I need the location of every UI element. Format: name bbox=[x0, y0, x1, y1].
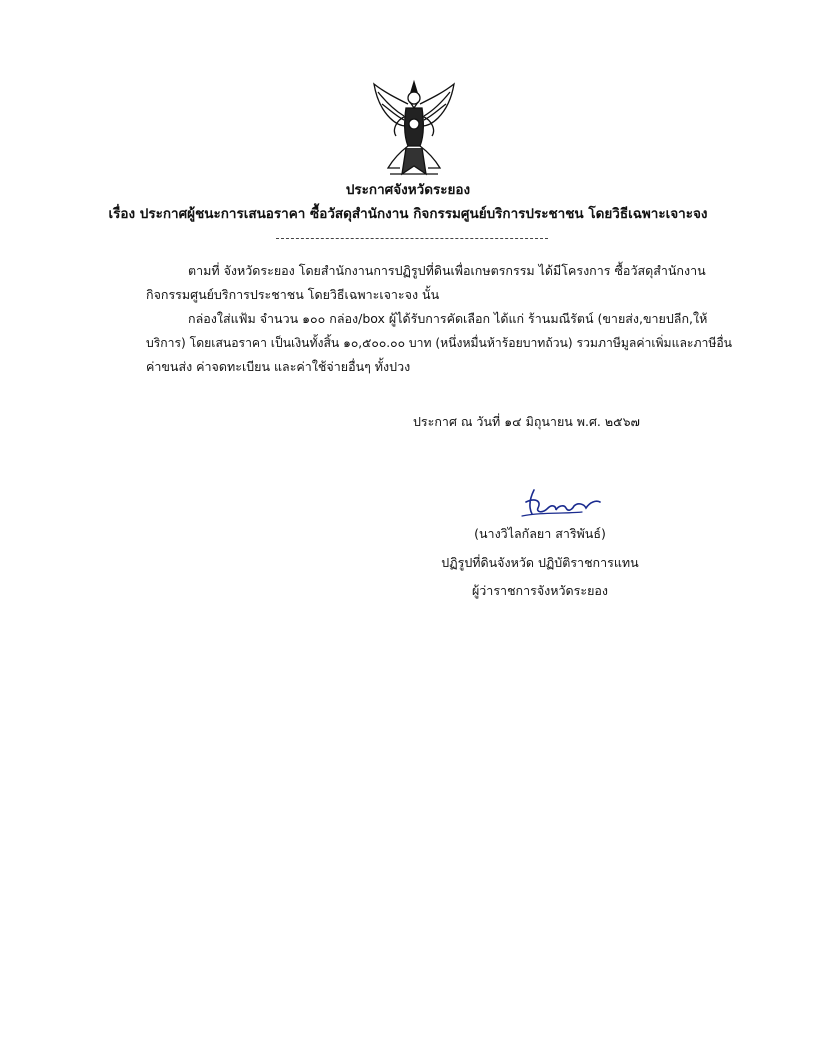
body-paragraph-1-line-2: กิจกรรมศูนย์บริการประชาชน โดยวิธีเฉพาะเจาะจง นั้น bbox=[146, 287, 440, 302]
announce-date: ประกาศ ณ วันที่ ๑๔ มิถุนายน พ.ศ. ๒๕๖๗ bbox=[413, 414, 640, 429]
body-paragraph-2-line-3: ค่าขนส่ง ค่าจดทะเบียน และค่าใช้จ่ายอื่นๆ ทั้งปวง bbox=[146, 359, 411, 374]
signer-position-2: ผู้ว่าราชการจังหวัดระยอง bbox=[471, 583, 609, 598]
divider bbox=[276, 238, 548, 239]
handwritten-signature bbox=[512, 484, 612, 524]
body-paragraph-1-line-1: ตามที่ จังหวัดระยอง โดยสำนักงานการปฏิรูปที่ดินเพื่อเกษตรกรรม ได้มีโครงการ ซื้อวัสดุสำนักงาน bbox=[188, 263, 706, 278]
signer-position-1: ปฏิรูปที่ดินจังหวัด ปฏิบัติราชการแทน bbox=[441, 555, 639, 570]
subject-line: เรื่อง ประกาศผู้ชนะการเสนอราคา ซื้อวัสดุสำนักงาน กิจกรรมศูนย์บริการประชาชน โดยวิธีเฉพาะเจาะจง bbox=[108, 206, 708, 222]
garuda-emblem-icon bbox=[366, 78, 462, 180]
page-title: ประกาศจังหวัดระยอง bbox=[345, 182, 471, 198]
signer-name: (นางวิไลกัลยา สาริพันธ์) bbox=[474, 526, 606, 541]
body-paragraph-2-line-2: บริการ) โดยเสนอราคา เป็นเงินทั้งสิ้น ๑๐,๕๐๐.๐๐ บาท (หนึ่งหมื่นห้าร้อยบาทถ้วน) รวมภาษีมูลค่าเพิ่มและภาษีอื่น bbox=[146, 336, 733, 350]
body-paragraph-2-line-1: กล่องใส่แฟ้ม จำนวน ๑๐๐ กล่อง/box ผู้ได้รับการคัดเลือก ได้แก่ ร้านมณีรัตน์ (ขายส่ง,ขายปลีก,ให้ bbox=[188, 311, 708, 326]
